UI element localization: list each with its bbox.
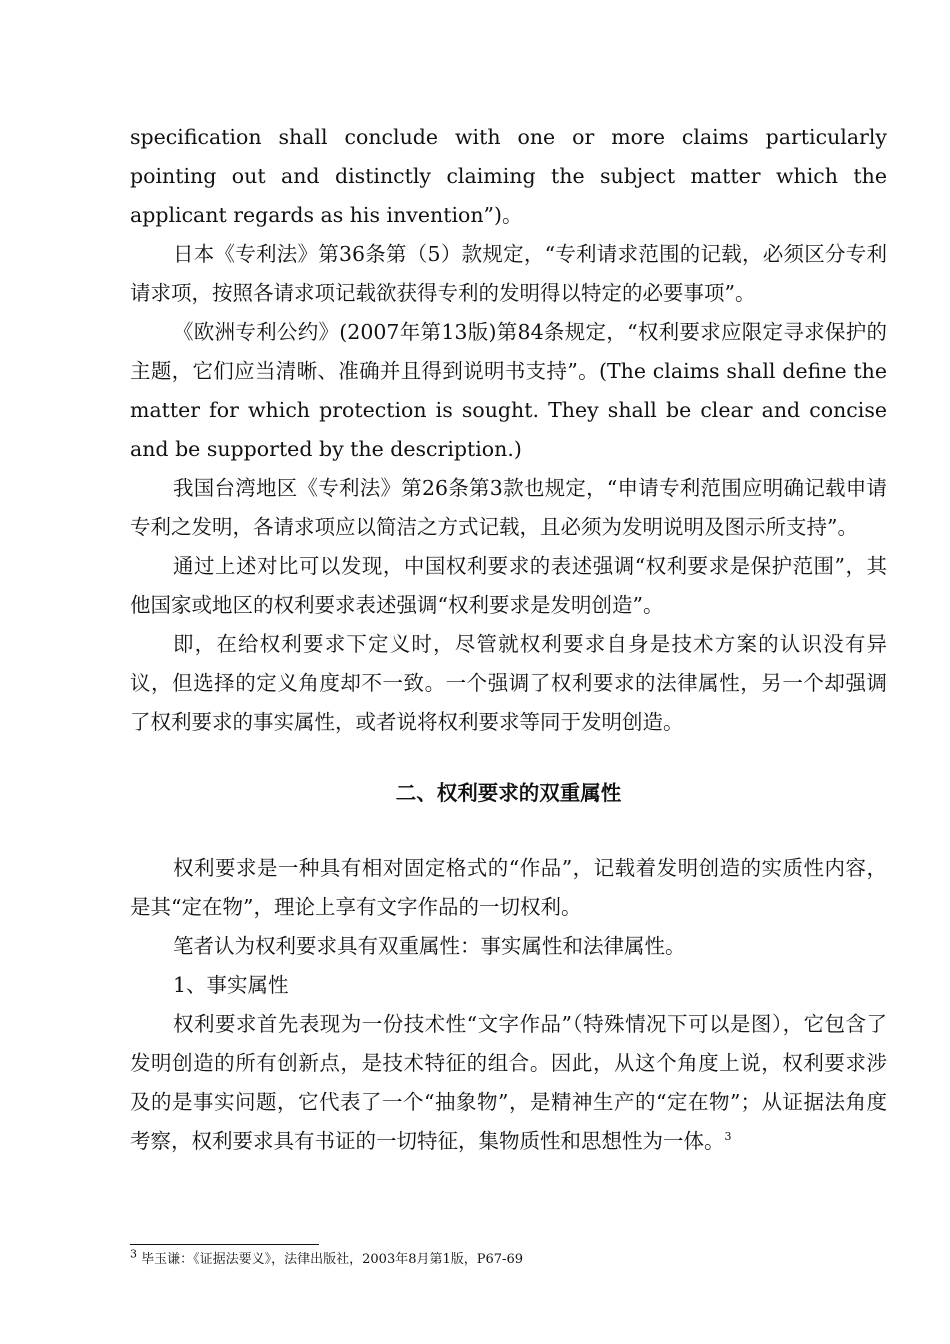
footnote-reference[interactable]: 3 (724, 1130, 732, 1144)
paragraph-group-bottom (130, 849, 887, 1005)
section-heading: 二、权利要求的双重属性 (395, 781, 622, 805)
document-body (130, 118, 887, 1161)
paragraph: 1、事实属性 (173, 973, 289, 997)
paragraph-fact-attribute (130, 1005, 887, 1161)
footnote-number: 3 (130, 1247, 137, 1261)
paragraph: 我国台湾地区《专利法》第26条第3款也规定，“申请专利范围应明确记载申请专利之发明，各请求项应以简洁之方式记载，且必须为发明说明及图示所支持”。 (130, 476, 887, 539)
paragraph: 即，在给权利要求下定义时，尽管就权利要求自身是技术方案的认识没有异议，但选择的定义角度却不一致。一个强调了权利要求的法律属性，另一个却强调了权利要求的事实属性，或者说将权利要求等同于发明创造。 (130, 632, 887, 734)
paragraph-text: 权利要求首先表现为一份技术性“文字作品”（特殊情况下可以是图），它包含了发明创造的所有创新点，是技术特征的组合。因此，从这个角度上说，权利要求涉及的是事实问题，它代表了一个“抽象物”，是精神生产的“定在物”；从证据法角度考察，权利要求具有书证的一切特征，集物质性和思想性为一体。 (130, 1012, 887, 1153)
footnote-text: 毕玉谦：《证据法要义》，法律出版社，2003年8月第1版，P67-69 (141, 1252, 523, 1267)
paragraph: 《欧洲专利公约》(2007年第13版)第84条规定，“权利要求应限定寻求保护的主题，它们应当清晰、准确并且得到说明书支持”。(The claims shall define the matter for which protection is sought. They shall be clear and concise and be supported by the description.) (130, 320, 887, 461)
footnote (130, 1247, 523, 1269)
paragraph: 笔者认为权利要求具有双重属性：事实属性和法律属性。 (173, 934, 686, 958)
footnote-separator (130, 1244, 319, 1245)
paragraph: 日本《专利法》第36条第（5）款规定，“专利请求范围的记载，必须区分专利请求项，按照各请求项记载欲获得专利的发明得以特定的必要事项”。 (130, 242, 887, 305)
paragraph-group-top (130, 118, 887, 742)
paragraph: 权利要求是一种具有相对固定格式的“作品”，记载着发明创造的实质性内容，是其“定在物”，理论上享有文字作品的一切权利。 (130, 856, 887, 919)
paragraph: 通过上述对比可以发现，中国权利要求的表述强调“权利要求是保护范围”，其他国家或地区的权利要求表述强调“权利要求是发明创造”。 (130, 554, 887, 617)
paragraph: specification shall conclude with one or more claims particularly pointing out and distinctly claiming the subject matter which the applicant regards as his invention”)。 (130, 125, 887, 227)
